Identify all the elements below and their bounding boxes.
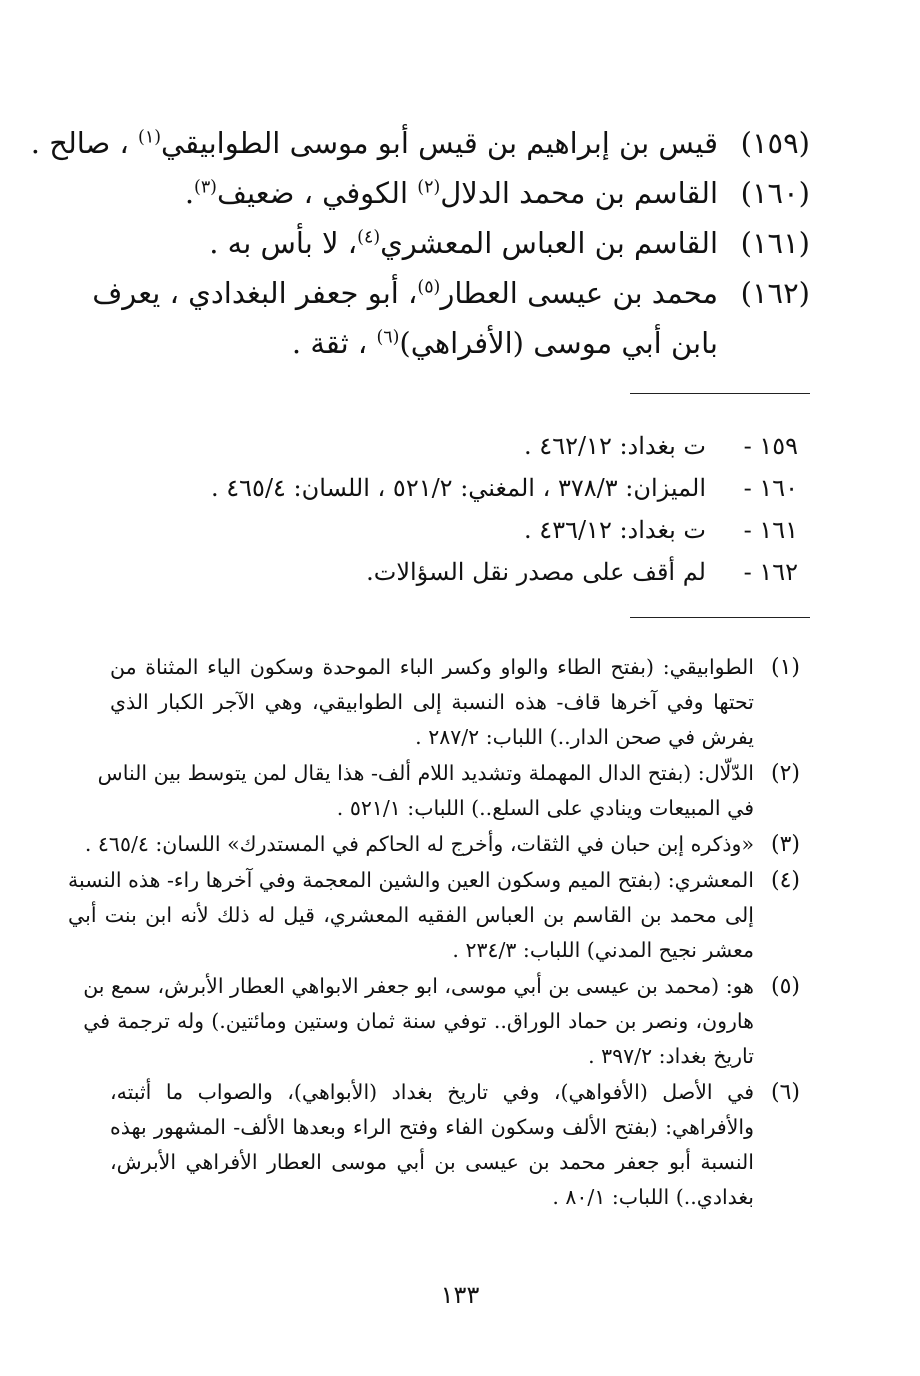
- footnote-text: [110, 1075, 754, 1215]
- footnote-number: (١): [770, 655, 800, 680]
- footnote-ref: (٢): [417, 177, 441, 198]
- entry-number: (١٥٩): [740, 126, 810, 160]
- footnote-number: (٣): [770, 832, 800, 857]
- separator-rule: [630, 617, 810, 618]
- entry-text: قيس بن إبراهيم بن قيس أبو موسى الطوابيقي$^{(١)}$ ، صالح .: [30, 126, 718, 160]
- footnote-line: تحتها وفي آخرها قاف- هذه النسبة إلى الطوابيقي، وهي الآجر الكبار الذي: [110, 690, 754, 714]
- footnote-line: الطوابيقي: (بفتح الطاء والواو وكسر الباء الموحدة وسكون الياء المثناة من: [110, 655, 754, 679]
- reference-item: [118, 509, 798, 551]
- reference-text: ت بغداد: ٤٦٢/١٢ .: [524, 432, 706, 460]
- footnote-number: (٤): [770, 868, 800, 893]
- entry-text: القاسم بن محمد الدلال$^{(٢)}$ الكوفي ، ضعيف$^{(٣)}$.: [184, 176, 718, 210]
- footnote-text: [98, 756, 754, 826]
- entry-162: [92, 268, 810, 318]
- footnote-ref: (٦): [376, 327, 400, 348]
- footnote-ref: (١): [138, 127, 161, 148]
- reference-text: ت بغداد: ٤٣٦/١٢ .: [524, 516, 706, 544]
- entry-162-continuation: [110, 318, 810, 368]
- footnote-line: «وذكره إبن حبان في الثقات، وأخرج له الحاكم في المستدرك» اللسان: ٤٦٥/٤ .: [84, 832, 754, 856]
- reference-number: ١٦٠ -: [743, 474, 798, 502]
- footnotes: [68, 650, 800, 1216]
- footnote-line: والأفراهي: (بفتح الألف وسكون الفاء وفتح الراء وبعدها الألف- المشهور بهذه: [110, 1115, 754, 1139]
- entry-161: [110, 218, 810, 268]
- footnote-line: تاريخ بغداد: ٣٩٧/٢ .: [588, 1044, 754, 1068]
- footnote-text: [85, 827, 754, 862]
- footnote-text: [68, 863, 754, 968]
- entry-text: محمد بن عيسى العطار$^{(٥)}$، أبو جعفر البغدادي ، يعرف: [92, 276, 718, 310]
- footnote-line: يفرش في صحن الدار..) اللباب: ٢٨٧/٢ .: [415, 725, 754, 749]
- footnote-number: (٢): [770, 761, 800, 786]
- footnote-2: [97, 756, 800, 826]
- reference-item: [118, 551, 798, 593]
- footnote-line: المعشري: (بفتح الميم وسكون العين والشين المعجمة وفي آخرها راء- هذه النسبة: [68, 868, 754, 892]
- entry-160: [110, 168, 810, 218]
- entry-text: القاسم بن العباس المعشري$^{(٤)}$، لا بأس به .: [209, 226, 718, 260]
- source-references: [118, 425, 798, 593]
- footnote-number: (٥): [770, 974, 800, 999]
- footnote-6: [110, 1075, 800, 1215]
- main-entries: [30, 118, 810, 368]
- entry-text: بابن أبي موسى (الأفراهي)$^{(٦)}$ ، ثقة .: [291, 326, 718, 360]
- entry-number: (١٦١): [740, 226, 810, 260]
- footnote-number: (٦): [770, 1080, 800, 1105]
- footnote-line: في الأصل (الأفواهي)، وفي تاريخ بغداد (الأبواهي)، والصواب ما أثبته،: [110, 1080, 754, 1104]
- reference-number: ١٥٩ -: [743, 432, 798, 460]
- footnote-ref: (٤): [357, 227, 381, 248]
- reference-number: ١٦١ -: [743, 516, 798, 544]
- page-number: ١٣٣: [440, 1281, 480, 1309]
- entry-number: (١٦٠): [740, 176, 810, 210]
- footnote-4: [68, 863, 800, 968]
- footnote-line: الدّلّال: (بفتح الدال المهملة وتشديد اللام ألف- هذا يقال لمن يتوسط بين الناس: [97, 761, 754, 785]
- footnote-ref: (٥): [417, 277, 441, 298]
- footnote-line: إلى محمد بن القاسم بن العباس الفقيه المعشري، قيل له ذلك لأنه ابن بنت أبي: [68, 903, 754, 927]
- separator-rule: [630, 393, 810, 394]
- footnote-line: هو: (محمد بن عيسى بن أبي موسى، ابو جعفر الابواهي العطار الأبرش، سمع بن: [83, 974, 754, 998]
- footnote-line: في المبيعات وينادي على السلع..) اللباب: ٥٢١/١ .: [336, 796, 754, 820]
- footnote-line: معشر نجيح المدني) اللباب: ٢٣٤/٣ .: [452, 938, 754, 962]
- entry-number: (١٦٢): [740, 276, 810, 310]
- reference-item: [118, 467, 798, 509]
- footnote-text: [110, 650, 754, 755]
- footnote-line: بغدادي..) اللباب: ٨٠/١ .: [552, 1185, 754, 1209]
- footnote-line: النسبة أبو جعفر محمد بن عيسى بن أبي موسى العطار الأفراهي الأبرش،: [110, 1150, 754, 1174]
- entry-159: [30, 118, 810, 168]
- reference-number: ١٦٢ -: [743, 558, 798, 586]
- footnote-line: هارون، ونصر بن حماد الوراق.. توفي سنة ثمان وستين ومائتين.) وله ترجمة في: [83, 1009, 754, 1033]
- footnote-1: [110, 650, 800, 755]
- reference-item: [118, 425, 798, 467]
- reference-text: لم أقف على مصدر نقل السؤالات.: [366, 558, 706, 586]
- reference-text: الميزان: ٣٧٨/٣ ، المغني: ٥٢١/٢ ، اللسان: ٤٦٥/٤ .: [211, 474, 706, 502]
- footnote-5: [83, 969, 800, 1074]
- footnote-ref: (٣): [194, 177, 217, 198]
- footnote-text: [83, 969, 754, 1074]
- footnote-3: [84, 827, 800, 862]
